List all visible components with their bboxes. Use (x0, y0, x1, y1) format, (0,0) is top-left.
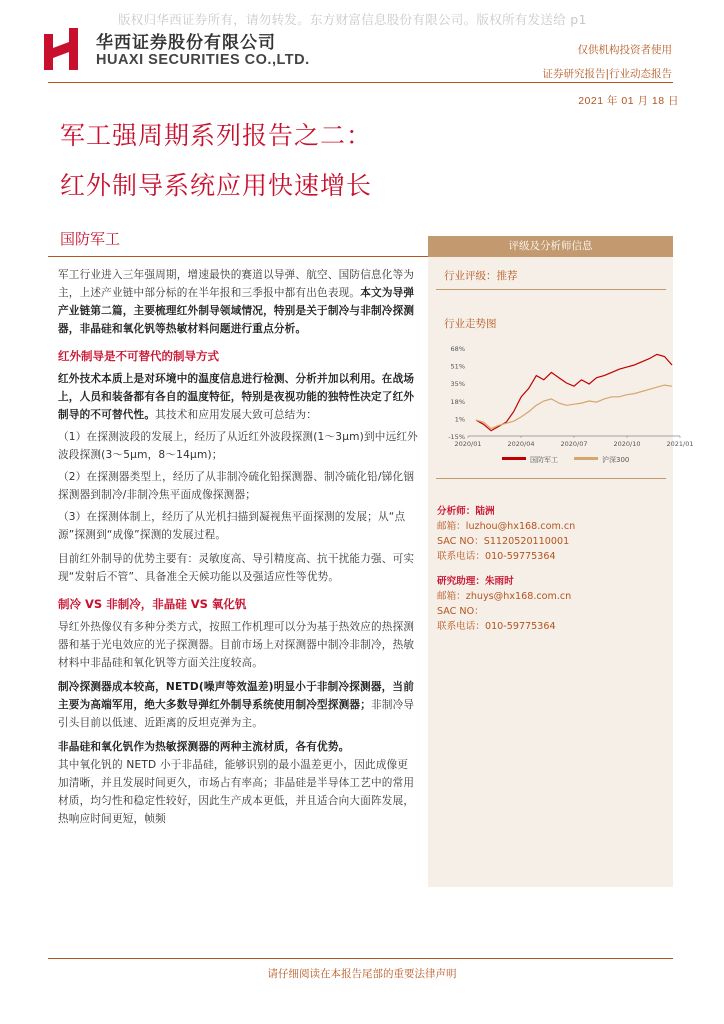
company-logo (44, 28, 78, 70)
y-tick-label: 51% (450, 362, 465, 371)
watermark: 版权归华西证券所有，请勿转发。东方财富信息股份有限公司。版权所有发送给 p1 (118, 12, 587, 27)
legend-swatch-0 (502, 457, 526, 460)
trend-chart-title: 行业走势图 (444, 318, 497, 330)
header-divider (48, 82, 673, 83)
y-tick-label: 68% (450, 345, 465, 353)
y-tick-label: 18% (450, 397, 465, 406)
report-date: 2021 年 01 月 18 日 (578, 95, 679, 107)
y-tick-label: 35% (450, 380, 465, 389)
company-name-cn: 华西证券股份有限公司 (96, 33, 276, 53)
s2-paragraph-1: 导红外热像仪有多种分类方式，按照工作机理可以分为基于热效应的热探测器和基于光电效应的光子探测器。目前市场上对探测器中制冷非制冷，热敏材料中非晶硅和氧化钒等方面关注度较高。 (58, 621, 415, 669)
list-item-2: （2）在探测器类型上，经历了从非制冷硫化铅探测器、制冷硫化铅/锑化铟探测器到制冷/非制冷焦平面成像探测器； (58, 471, 415, 501)
list-item-1: （1）在探测波段的发展上，经历了从近红外波段探测(1～3μm)到中远红外波段探测(3～5μm，8～14μm)； (58, 431, 418, 461)
s1-bold-text: 红外技术本质上是对环境中的温度信息进行检测、分析并加以利用。在战场上，人员和装备都有各自的温度特征，特别是夜视功能的独特性决定了红外制导的不可替代性。 (58, 373, 415, 421)
analyst-email[interactable]: 邮箱：luzhou@hx168.com.cn (437, 521, 576, 532)
industry-rating: 行业评级：推荐 (444, 270, 518, 282)
analyst-block (437, 504, 667, 564)
assistant-sac: SAC NO： (437, 606, 484, 617)
intro-text: 军工行业进入三年强周期，增速最快的赛道以导弹、航空、国防信息化等为主，上述产业链中部分标的在半年报和三季报中都有出色表现。 (58, 269, 415, 299)
report-title-line1: 军工强周期系列报告之二： (60, 121, 373, 150)
s1-tail-text: 其技术和应用发展大致可总结为： (155, 409, 318, 421)
company-name-en: HUAXI SECURITIES CO.,LTD. (96, 52, 310, 68)
sidebar-divider-2 (436, 478, 666, 479)
s2-paragraph-2 (58, 678, 418, 732)
s2-paragraph-3: 其中氧化钒的 NETD 小于非晶硅，能够识别的最小温差更小，因此成像更加清晰，并且发展时间更久，市场占有率高；非晶硅是半导体工艺中的常用材质，均匀性和稳定性较好，因此生产成本更低，并且适合向大面阵发展，热响应时间更短，帧频 (58, 759, 415, 825)
assistant-name: 研究助理：朱雨时 (437, 576, 514, 587)
y-tick-label: 1% (454, 415, 465, 424)
legend-label-0: 国防军工 (530, 456, 558, 464)
trend-chart (440, 340, 694, 476)
x-tick-label: 2020/07 (560, 440, 588, 448)
x-tick-label: 2020/01 (454, 440, 482, 448)
industry-label: 国防军工 (60, 230, 121, 248)
section-heading-1: 红外制导是不可替代的制导方式 (58, 349, 219, 363)
footer-divider (48, 958, 673, 959)
intro-paragraph (58, 266, 418, 338)
report-type: 证券研究报告|行业动态报告 (542, 68, 672, 80)
audience-note: 仅供机构投资者使用 (577, 44, 672, 56)
legend-swatch-1 (574, 457, 598, 460)
section-heading-2: 制冷 VS 非制冷，非晶硅 VS 氧化钒 (58, 597, 247, 611)
intro-bold-text: 本文为导弹产业链第二篇，主要梳理红外制导领域情况，特别是关于制冷与非制冷探测器，非晶硅和氧化钒等热敏材料问题进行重点分析。 (58, 287, 415, 335)
s1-paragraph (58, 370, 418, 424)
s2-tail-text: 非制冷导引头目前以低速、近距离的反坦克弹为主。 (58, 699, 415, 729)
analyst-name: 分析师：陆洲 (437, 506, 495, 517)
sidebar-divider (436, 289, 666, 290)
x-tick-label: 2020/04 (507, 440, 535, 448)
sidebar-header: 评级及分析师信息 (428, 236, 673, 257)
analyst-phone: 联系电话：010-59775364 (437, 551, 556, 562)
advantages-paragraph: 目前红外制导的优势主要有：灵敏度高、导引精度高、抗干扰能力强、可实现“发射后不管”、具备准全天候功能以及强适应性等优势。 (58, 553, 415, 583)
x-tick-label: 2020/10 (613, 440, 641, 448)
legend-label-1: 沪深300 (602, 456, 630, 464)
list-item-3: （3）在探测体制上，经历了从光机扫描到凝视焦平面探测的发展；从“点源”探测到“成像”探测的发展过程。 (58, 511, 406, 541)
assistant-email[interactable]: 邮箱：zhuys@hx168.com.cn (437, 591, 572, 602)
main-body (58, 266, 418, 828)
industry-divider (48, 256, 428, 257)
report-title-line2: 红外制导系统应用快速增长 (60, 171, 373, 200)
series-line-0 (476, 354, 672, 430)
footer-disclaimer: 请仔细阅读在本报告尾部的重要法律声明 (267, 968, 457, 980)
x-tick-label: 2021/01 (666, 440, 694, 448)
assistant-block (437, 574, 667, 634)
s2-bold-heading: 非晶硅和氧化钒作为热敏探测器的两种主流材质，各有优势。 (58, 741, 350, 753)
y-tick-label: -15% (448, 433, 465, 441)
analyst-sac: SAC NO：S1120520110001 (437, 536, 570, 547)
s2-bold-text: 制冷探测器成本较高，NETD(噪声等效温差)明显小于非制冷探测器，当前主要为高端军用，绝大多数导弹红外制导系统使用制冷型探测器； (58, 681, 415, 711)
assistant-phone: 联系电话：010-59775364 (437, 621, 556, 632)
